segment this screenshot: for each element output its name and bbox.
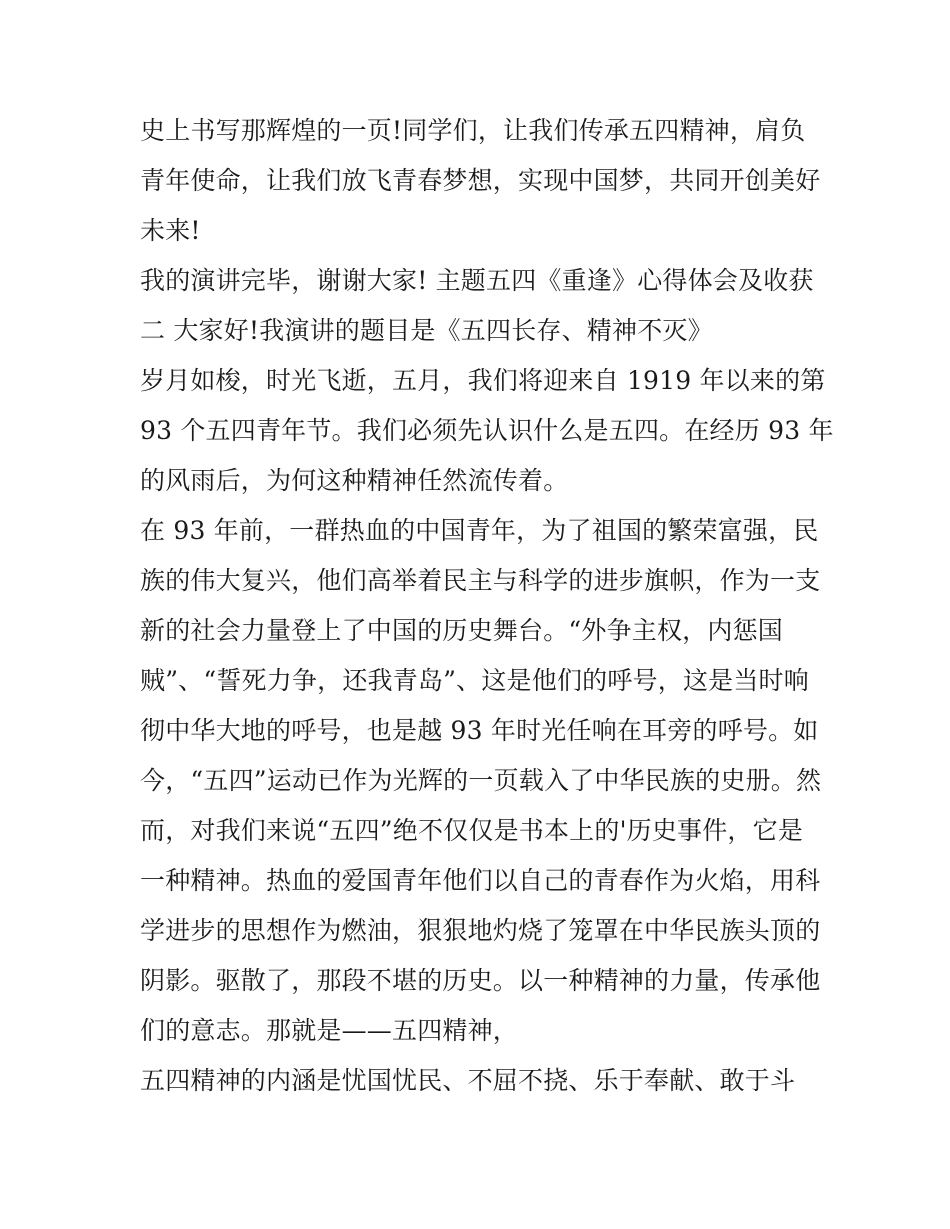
text-line: 二 大家好!我演讲的题目是《五四长存、精神不灭》: [140, 316, 713, 345]
text-line: 史上书写那辉煌的一页!同学们，让我们传承五四精神，肩负: [140, 116, 806, 145]
text-line: 93 个五四青年节。我们必须先认识什么是五四。在经历 93 年: [140, 416, 834, 445]
text-line: 学进步的思想作为燃油，狠狠地灼烧了笼罩在中华民族头顶的: [140, 916, 821, 945]
text-line: 而，对我们来说“五四”绝不仅仅是书本上的'历史事件，它是: [140, 816, 804, 845]
text-line: 们的意志。那就是——五四精神，: [140, 1016, 519, 1045]
text-line: 我的演讲完毕，谢谢大家! 主题五四《重逢》心得体会及收获: [140, 266, 814, 295]
text-line: 今，“五四”运动已作为光辉的一页载入了中华民族的史册。然: [140, 766, 822, 795]
text-line: 族的伟大复兴，他们高举着民主与科学的进步旗帜，作为一支: [140, 566, 821, 595]
text-line: 新的社会力量登上了中国的历史舞台。“外争主权，内惩国: [140, 616, 783, 645]
text-line: 五四精神的内涵是忧国忧民、不屈不挠、乐于奉献、敢于斗: [140, 1066, 796, 1095]
text-line: 一种精神。热血的爱国青年他们以自己的青春作为火焰，用科: [140, 866, 821, 895]
text-line: 青年使命，让我们放飞青春梦想，实现中国梦，共同开创美好: [140, 166, 821, 195]
text-line: 岁月如梭，时光飞逝，五月，我们将迎来自 1919 年以来的第: [140, 366, 826, 395]
document-body: [140, 106, 834, 1106]
text-line: 的风雨后，为何这种精神任然流传着。: [140, 466, 569, 495]
text-line: 贼”、“誓死力争，还我青岛”、这是他们的呼号，这是当时响: [140, 666, 809, 695]
text-line: 未来!: [140, 216, 201, 245]
text-line: 阴影。驱散了，那段不堪的历史。以一种精神的力量，传承他: [140, 966, 821, 995]
text-line: 彻中华大地的呼号，也是越 93 年时光任响在耳旁的呼号。如: [140, 716, 819, 745]
text-line: 在 93 年前，一群热血的中国青年，为了祖国的繁荣富强，民: [140, 516, 819, 545]
